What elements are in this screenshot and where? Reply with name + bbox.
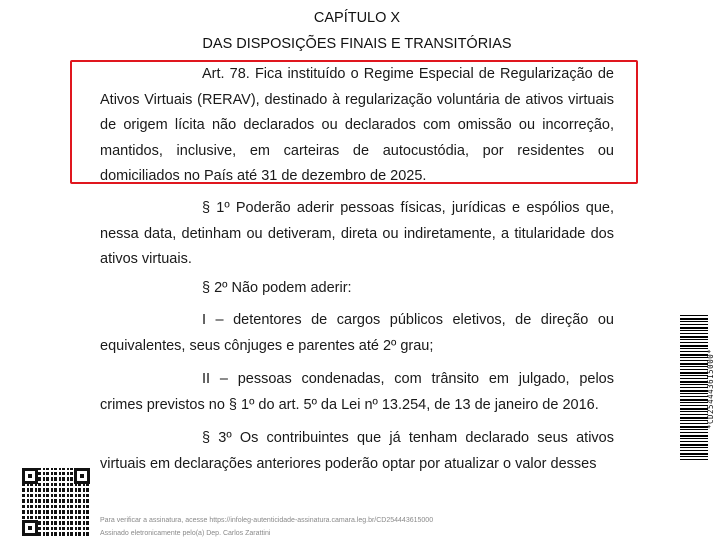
qr-finder-pattern — [22, 468, 38, 484]
chapter-heading: CAPÍTULO X — [313, 10, 401, 26]
signature-signer-note: Assinado eletronicamente pelo(a) Dep. Carlos Zarattini — [100, 530, 271, 537]
item-i: I – detentores de cargos públicos eletivos, de direção ou equivalentes, seus cônjuges e parentes até 2º grau; — [100, 312, 614, 354]
qr-finder-pattern — [22, 520, 38, 536]
paragraph-3: § 3º Os contribuintes que já tenham declarado seus ativos virtuais em declarações anteriores poderão optar por atualizar o valor desses — [100, 430, 614, 472]
article-78-highlight-box — [70, 60, 638, 184]
item-ii: II – pessoas condenadas, com trânsito em julgado, pelos crimes previstos no § 1º do art. 5º da Lei nº 13.254, de 13 de janeiro de 2016. — [100, 371, 614, 413]
article-78-paragraph: Art. 78. Fica instituído o Regime Especial de Regularização de Ativos Virtuais (RERAV), destinado à regularização voluntária de ativos virtuais de origem lícita não declarados ou declarados com omissão ou incorreção, mantidos, inclusive, em carteiras de autocustódia, por residentes ou domiciliados no País até 31 de dezembro de 2025. — [100, 66, 614, 184]
signature-verification-note: Para verificar a assinatura, acesse https://infoleg-autenticidade-assinatura.camara.leg.br/CD254443615000 — [100, 517, 434, 524]
qr-code-image — [22, 468, 90, 536]
barcode-code: *CD254443615000* — [706, 348, 715, 430]
barcode-image — [680, 315, 708, 461]
chapter-title: DAS DISPOSIÇÕES FINAIS E TRANSITÓRIAS — [202, 36, 512, 52]
paragraph-2: § 2º Não podem aderir: — [202, 280, 352, 296]
qr-finder-pattern — [74, 468, 90, 484]
paragraph-1: § 1º Poderão aderir pessoas físicas, jurídicas e espólios que, nessa data, detinham ou detiveram, direta ou indiretamente, a titularidade dos ativos virtuais. — [100, 200, 614, 267]
